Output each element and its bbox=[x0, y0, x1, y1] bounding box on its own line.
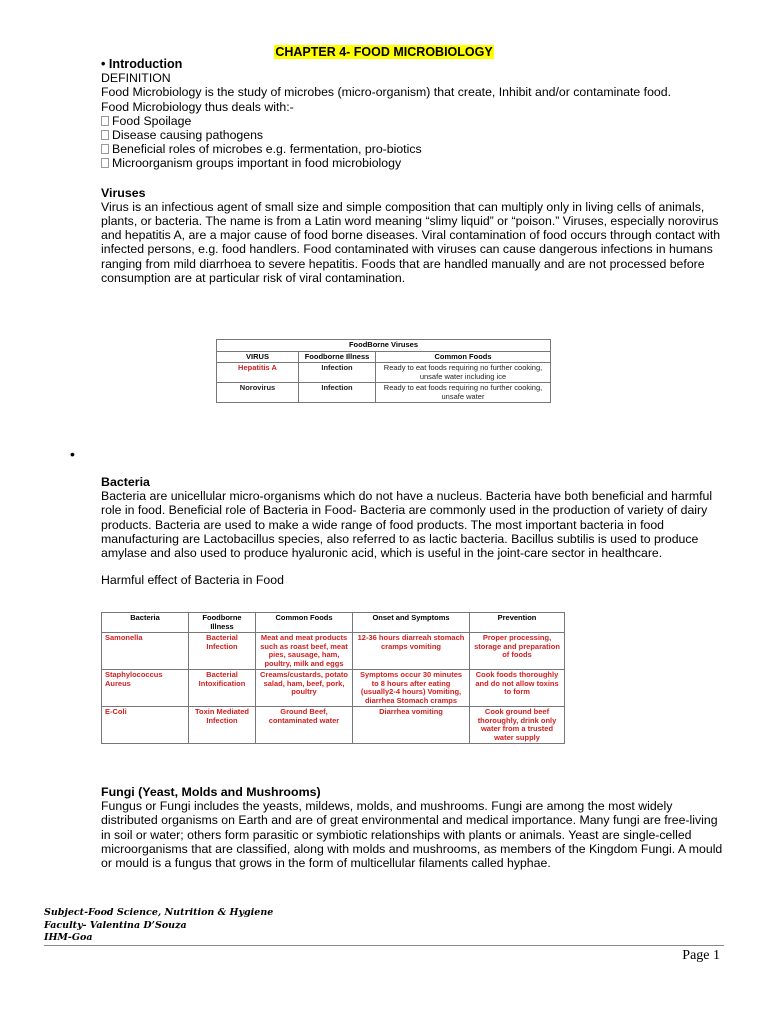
viruses-paragraph: Virus is an infectious agent of small size and simple composition that can multiply only in living cells of animals, plants, or bacteria. The name is from a Latin word meaning “slimy liquid” or “poison.” Viruses, especially norovirus and hepatitis A, are a major cause of food borne diseases. Viral contamination of food occurs through contact with infected persons, e.g. food handlers. Food contaminated with viruses can cause dangerous infections in humans ranging from mild diarrhoea to severe hepatitis. Foods that are handled manually and are not processed before consumption are at particular risk of viral contamination. bbox=[101, 199, 721, 285]
table-cell: E-Coli bbox=[102, 707, 189, 744]
bullet-item: Food Spoilage bbox=[101, 114, 726, 128]
table-cell: 12-36 hours diarreah stomach cramps vomiting bbox=[353, 633, 470, 670]
table-cell: Infection bbox=[299, 363, 376, 383]
table-row bbox=[217, 363, 551, 383]
bacteria-section bbox=[101, 475, 726, 587]
table-cell: Creams/custards, potato salad, ham, beef, pork, poultry bbox=[256, 670, 353, 707]
definition-text: Food Microbiology is the study of microbes (micro-organism) that create, Inhibit and/or contaminate food. bbox=[101, 85, 672, 100]
harmful-heading: Harmful effect of Bacteria in Food bbox=[101, 573, 284, 588]
table-cell: Ready to eat foods requiring no further cooking, unsafe water including ice bbox=[376, 363, 551, 383]
table-cell: Symptoms occur 30 minutes to 8 hours after eating (usually2-4 hours) Vomiting, diarrhea Stomach cramps bbox=[353, 670, 470, 707]
table-row bbox=[102, 707, 565, 744]
table-cell: Proper processing, storage and preparation of foods bbox=[470, 633, 565, 670]
table-cell: Norovirus bbox=[217, 383, 299, 403]
table-header: Bacteria bbox=[102, 613, 189, 633]
table-header: Prevention bbox=[470, 613, 565, 633]
table-cell: Hepatitis A bbox=[217, 363, 299, 383]
bullet-dot: • bbox=[70, 446, 75, 462]
table-row bbox=[102, 633, 565, 670]
table-header: Common Foods bbox=[376, 351, 551, 363]
bullet-item: Beneficial roles of microbes e.g. fermentation, pro-biotics bbox=[101, 142, 726, 156]
fungi-section bbox=[101, 785, 726, 870]
table-cell: Cook foods thoroughly and do not allow toxins to form bbox=[470, 670, 565, 707]
virus-table bbox=[216, 339, 551, 403]
table-header: Foodborne Illness bbox=[299, 351, 376, 363]
table-cell: Meat and meat products such as roast beef, meat pies, sausage, ham, poultry, milk and eggs bbox=[256, 633, 353, 670]
checkbox-glyph-icon bbox=[101, 144, 109, 154]
table-header: Onset and Symptoms bbox=[353, 613, 470, 633]
table-row bbox=[102, 670, 565, 707]
table-cell: Toxin Mediated Infection bbox=[189, 707, 256, 744]
table-cell: Samonella bbox=[102, 633, 189, 670]
chapter-title: CHAPTER 4- FOOD MICROBIOLOGY bbox=[275, 45, 493, 59]
deals-with-text: Food Microbiology thus deals with:- bbox=[101, 99, 294, 114]
table-row bbox=[217, 383, 551, 403]
viruses-heading: Viruses bbox=[101, 185, 146, 200]
bullet-item: Disease causing pathogens bbox=[101, 128, 726, 142]
table-cell: Cook ground beef thoroughly, drink only water from a trusted water supply bbox=[470, 707, 565, 744]
table-header: Foodborne Illness bbox=[189, 613, 256, 633]
table-cell: Bacterial Infection bbox=[189, 633, 256, 670]
checkbox-glyph-icon bbox=[101, 130, 109, 140]
bacteria-paragraph: Bacteria are unicellular micro-organisms which do not have a nucleus. Bacteria have both beneficial and harmful role in food. Beneficial role of Bacteria in Food- Bacteria are commonly used in the production of variety of dairy products. Bacteria are used to make a wide range of food products. The most important bacteria in food manufacturing are Lactobacillus species, also referred to as lactic bacteria. Bacillus subtilis is used to produce amylase and also used to produce hyaluronic acid, which is useful in the joint-care sector in healthcare. bbox=[101, 489, 713, 561]
checkbox-glyph-icon bbox=[101, 116, 109, 126]
footer-institute: IHM-Goa bbox=[44, 932, 93, 943]
footer-faculty: Faculty- Valentina D’Souza bbox=[44, 919, 187, 931]
footer-subject: Subject-Food Science, Nutrition & Hygiene bbox=[44, 907, 274, 918]
table-header: Common Foods bbox=[256, 613, 353, 633]
bacteria-heading: Bacteria bbox=[101, 475, 150, 489]
page-number: Page 1 bbox=[682, 948, 720, 963]
checkbox-glyph-icon bbox=[101, 158, 109, 168]
table-cell: Bacterial Intoxification bbox=[189, 670, 256, 707]
table-cell: Ready to eat foods requiring no further cooking, unsafe water bbox=[376, 383, 551, 403]
intro-heading: • Introduction bbox=[101, 57, 183, 71]
table-cell: Ground Beef, contaminated water bbox=[256, 707, 353, 744]
table-header: VIRUS bbox=[217, 351, 299, 363]
main-content bbox=[101, 57, 726, 285]
table-cell: Staphylococcus Aureus bbox=[102, 670, 189, 707]
definition-label: DEFINITION bbox=[101, 71, 171, 86]
footer-signature bbox=[44, 907, 273, 945]
footer-divider bbox=[44, 945, 724, 946]
fungi-heading: Fungi (Yeast, Molds and Mushrooms) bbox=[101, 785, 321, 799]
virus-table-caption: FoodBorne Viruses bbox=[217, 340, 551, 352]
table-cell: Diarrhea vomiting bbox=[353, 707, 470, 744]
bacteria-table bbox=[101, 612, 565, 744]
table-cell: Infection bbox=[299, 383, 376, 403]
fungi-paragraph: Fungus or Fungi includes the yeasts, mildews, molds, and mushrooms. Fungi are among the most widely distributed organisms on Earth and are of great environmental and medical importance. Many fungi are free-living in soil or water; others form parasitic or symbiotic relationships with plants or animals. Yeast are single-celled microorganisms that are classified, along with molds and mushrooms, as members of the Kingdom Fungi. A mould or mould is a fungus that grows in the form of multicellular filaments called hyphae. bbox=[101, 799, 723, 871]
bullet-item: Microorganism groups important in food microbiology bbox=[101, 156, 726, 170]
